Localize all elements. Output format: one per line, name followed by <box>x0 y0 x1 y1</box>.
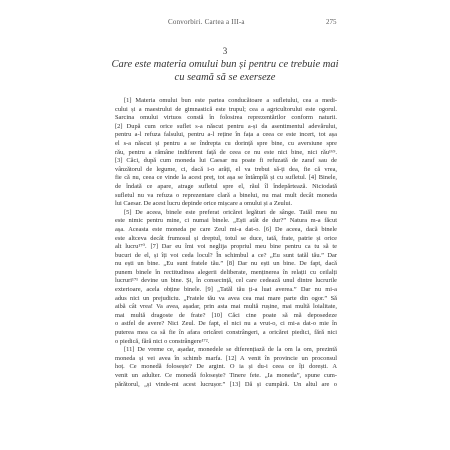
chapter-title-line: Care este materia omului bun și pentru ce trebuie mai <box>111 59 339 70</box>
text-line: puterea mea ca să fie în afara oricărei constrângeri, a oricărei piedici, fără nici <box>115 329 337 337</box>
text-line: sufletul nu va refuza o reprezentare clară a binelui, nu mai mult decât moneda <box>115 191 337 199</box>
text-line: mai multă dragoste de frate? [10] Căci cine poate să mă deposedeze <box>115 311 337 319</box>
text-line: [1] Materia omului bun este partea conducătoare a sufletului, cea a medi- <box>124 97 337 104</box>
text-line: lui Caesar. De acest lucru depinde orice mișcare a omului și a Zeului. <box>115 200 293 208</box>
running-title: Convorbiri. Cartea a III-a <box>168 18 245 26</box>
text-line: aibă cât vrea! Va avea, așadar, prin asta mai multă rușine, mai multă loialitate, <box>115 303 337 311</box>
text-line: [3] Căci, după cum moneda lui Caesar nu poate fi refuzată de zaraf sau de <box>115 157 337 165</box>
text-line: este altceva decât frumosul și dreptul, totul se duce, tată, frate, patrie și orice <box>115 234 337 242</box>
text-line: [2] După cum orice suflet s-a născut pentru a-și da asentimentul adevărului, <box>115 122 337 130</box>
text-line: bucuri de el, și îți voi ceda locul? În schimbul a ce? „Eu sunt tatăl tău.” Dar <box>115 251 337 259</box>
text-line: de îndată ce apare, atrage sufletul spre el, răul îl îndepărtează. Niciodată <box>115 182 337 190</box>
text-line: [5] De aceea, binele este preferat oricărei legături de sânge. Tatăl meu nu <box>124 208 337 216</box>
text-line: rău, pentru a rămâne indiferent față de ceea ce nu este nici bine, nici rău¹⁶⁹. <box>115 148 337 156</box>
text-line: vânzătorul de legume, ci, dacă i-o arăți, el va trebui să-ți dea, fie că vrea, <box>115 165 337 173</box>
text-line: alt lucru¹⁷⁰. [7] Dar eu îmi voi neglija propriul meu bine pentru ca tu să te <box>115 243 337 251</box>
text-line: o astfel de avere? Nici Zeul. De fapt, el nici nu a vrut-o, ci mi-a dat-o mie în <box>115 320 337 328</box>
text-line: moneda și vei avea în schimb marfa. [12] A venit în provincie un proconsul <box>115 354 337 362</box>
text-line: cului și a maestrului de gimnastică este trupul; cea a agricultorului este ogorul. <box>115 105 337 113</box>
text-line: venit un adulter. Ce monedă folosește? Tinere fete. „Ia moneda”, spune cum- <box>115 372 337 379</box>
text-line: o piedică, fără nici o constrângere¹⁷². <box>115 337 210 345</box>
body-text <box>115 97 337 389</box>
text-line: [11] De vreme ce, așadar, monedele se diferențiază de la om la om, prezintă <box>124 346 337 354</box>
text-line: așa. Aceasta este moneda pe care Zeul mi-a dat-o. [6] De aceea, dacă binele <box>115 225 337 233</box>
chapter-number: 3 <box>222 46 228 56</box>
text-line: pentru a-l refuza falsului, pentru a-l reține în fața a ceea ce este incert, tot așa <box>115 131 337 139</box>
chapter-title-line: cu seamă să se exerseze <box>174 72 276 83</box>
chapter-title <box>100 58 350 84</box>
text-line: este nimic pentru mine, ci numai binele. „Ești atât de dur?” Natura m-a făcut <box>115 217 337 225</box>
text-line: el s-a născut și pentru a se îndrepta cu dorință spre bine, cu aversiune spre <box>115 139 337 147</box>
text-line: lucruri¹⁷¹ devine un bine. Și, în consecință, cel care cedează unul dintre lucrurile <box>115 277 337 285</box>
text-line: hoț. Ce monedă folosește? De argint. O ia și du-i ceea ce îți dorești. A <box>115 363 337 371</box>
text-line: Sarcina omului virtuos constă în folosirea reprezentărilor conform naturii. <box>115 114 337 122</box>
text-line: punem binele în rectitudinea alegerii deliberate, menținerea în relații cu ceilalți <box>115 268 337 276</box>
text-line: părătorul, „și vinde-mi acest lucrușor.” [13] Dă și cumpără. Un altul are o <box>115 380 337 388</box>
text-line: fie că nu, ceea ce vinde la acest preț, tot așa se întâmplă și cu sufletul. [4] Binele, <box>115 174 337 182</box>
text-line: exterioare, acela obține binele. [9] „Tatăl tău ți-a luat averea.” Dar nu mi-a <box>115 286 337 294</box>
text-line: adus nici un prejudiciu. „Fratele tău va avea cea mai mare parte din ogor.” Să <box>115 294 337 302</box>
running-head <box>0 18 450 30</box>
page-number: 275 <box>326 18 337 26</box>
text-line: nu ești un bine. „Eu sunt fratele tău.” [8] Dar nu ești un bine. De fapt, dacă <box>115 260 337 268</box>
